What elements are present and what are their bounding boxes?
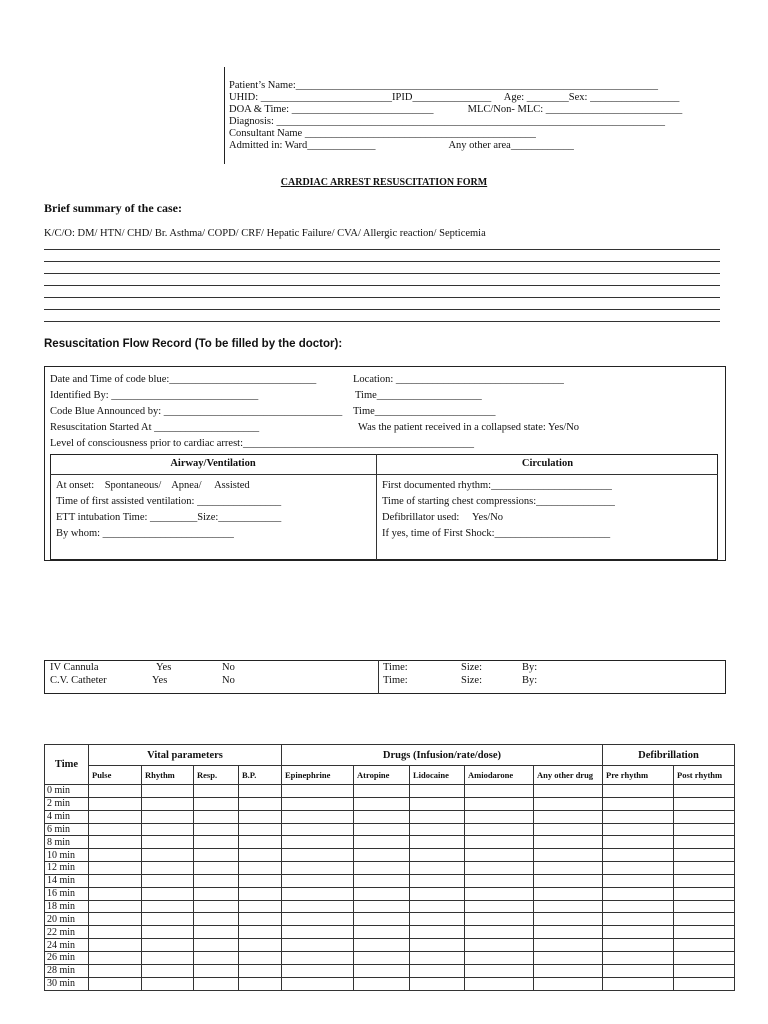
entry-cell[interactable] [674, 874, 735, 887]
entry-cell[interactable] [282, 823, 354, 836]
entry-cell[interactable] [354, 823, 410, 836]
collapsed-state-field[interactable]: Was the patient received in a collapsed state: Yes/No [358, 422, 580, 433]
time-cell: 8 min [45, 836, 89, 849]
consciousness-field[interactable]: Level of consciousness prior to cardiac arrest:____________________________________________ [50, 438, 475, 449]
time-cell: 10 min [45, 849, 89, 862]
entry-cell[interactable] [603, 900, 674, 913]
time-cell: 28 min [45, 964, 89, 977]
entry-cell[interactable] [282, 797, 354, 810]
entry-cell[interactable] [282, 785, 354, 798]
code-blue-datetime[interactable]: Date and Time of code blue:____________________________ [50, 374, 317, 385]
entry-cell[interactable] [194, 900, 239, 913]
entry-cell[interactable] [89, 810, 142, 823]
entry-cell[interactable] [282, 862, 354, 875]
entry-cell[interactable] [142, 785, 194, 798]
entry-cell[interactable] [534, 874, 603, 887]
time-cell: 2 min [45, 797, 89, 810]
entry-cell[interactable] [354, 977, 410, 990]
table-row [45, 797, 735, 810]
entry-cell[interactable] [142, 874, 194, 887]
time-cell: 18 min [45, 900, 89, 913]
table-row [45, 939, 735, 952]
entry-cell[interactable] [465, 785, 534, 798]
entry-cell[interactable] [282, 964, 354, 977]
entry-cell[interactable] [89, 926, 142, 939]
entry-cell[interactable] [410, 900, 465, 913]
entry-cell[interactable] [89, 977, 142, 990]
entry-cell[interactable] [282, 926, 354, 939]
column-header-b-p: B.P. [239, 766, 282, 785]
entry-cell[interactable] [465, 887, 534, 900]
entry-cell[interactable] [603, 849, 674, 862]
entry-cell[interactable] [89, 785, 142, 798]
iv-size-label[interactable]: Size: [461, 662, 482, 673]
entry-cell[interactable] [674, 823, 735, 836]
entry-cell[interactable] [674, 939, 735, 952]
entry-cell[interactable] [89, 874, 142, 887]
identified-time-field[interactable]: Time____________________ [355, 390, 482, 401]
column-header-rhythm: Rhythm [142, 766, 194, 785]
entry-cell[interactable] [534, 887, 603, 900]
column-divider [376, 454, 377, 560]
column-header-amiodarone: Amiodarone [465, 766, 534, 785]
entry-cell[interactable] [465, 951, 534, 964]
entry-cell[interactable] [674, 964, 735, 977]
entry-cell[interactable] [465, 810, 534, 823]
cv-catheter-label: C.V. Catheter [50, 675, 107, 686]
defibrillator-used-field[interactable]: Defibrillator used: Yes/No [382, 512, 504, 523]
chest-compressions-field[interactable]: Time of starting chest compressions:_______________ [382, 496, 615, 507]
entry-cell[interactable] [674, 951, 735, 964]
entry-cell[interactable] [282, 913, 354, 926]
iv-by-label[interactable]: By: [522, 662, 538, 673]
entry-cell[interactable] [194, 964, 239, 977]
table-row [45, 913, 735, 926]
entry-cell[interactable] [534, 810, 603, 823]
flow-heading: Resuscitation Flow Record (To be filled by the doctor): [44, 338, 343, 350]
entry-cell[interactable] [142, 810, 194, 823]
entry-cell[interactable] [603, 887, 674, 900]
cv-by-label[interactable]: By: [522, 675, 538, 686]
time-cell: 6 min [45, 823, 89, 836]
entry-cell[interactable] [534, 939, 603, 952]
entry-cell[interactable] [603, 939, 674, 952]
time-cell: 20 min [45, 913, 89, 926]
entry-cell[interactable] [354, 862, 410, 875]
entry-cell[interactable] [674, 887, 735, 900]
entry-cell[interactable] [194, 849, 239, 862]
time-cell: 0 min [45, 785, 89, 798]
entry-cell[interactable] [410, 977, 465, 990]
entry-cell[interactable] [410, 926, 465, 939]
entry-cell[interactable] [239, 862, 282, 875]
resuscitation-started-field[interactable]: Resuscitation Started At ____________________ [50, 422, 260, 433]
announced-by-field[interactable]: Code Blue Announced by: __________________________________ [50, 406, 343, 417]
summary-heading: Brief summary of the case: [44, 201, 182, 215]
entry-cell[interactable] [534, 849, 603, 862]
entry-cell[interactable] [674, 797, 735, 810]
entry-cell[interactable] [142, 823, 194, 836]
entry-cell[interactable] [282, 887, 354, 900]
entry-cell[interactable] [89, 964, 142, 977]
entry-cell[interactable] [354, 836, 410, 849]
table-row [45, 862, 735, 875]
table-row [45, 810, 735, 823]
entry-cell[interactable] [89, 862, 142, 875]
summary-line-7[interactable] [44, 321, 720, 322]
entry-cell[interactable] [142, 900, 194, 913]
entry-cell[interactable] [89, 939, 142, 952]
column-header-post-rhythm: Post rhythm [674, 766, 735, 785]
column-header-any-other-drug: Any other drug [534, 766, 603, 785]
header-divider [224, 67, 225, 164]
entry-cell[interactable] [239, 977, 282, 990]
table-row [45, 926, 735, 939]
entry-cell[interactable] [239, 797, 282, 810]
entry-cell[interactable] [194, 887, 239, 900]
drugs-header: Drugs (Infusion/rate/dose) [282, 745, 603, 766]
entry-cell[interactable] [89, 849, 142, 862]
entry-cell[interactable] [354, 810, 410, 823]
entry-cell[interactable] [603, 977, 674, 990]
entry-cell[interactable] [534, 823, 603, 836]
entry-cell[interactable] [354, 926, 410, 939]
column-header-pre-rhythm: Pre rhythm [603, 766, 674, 785]
time-cell: 4 min [45, 810, 89, 823]
airway-title: Airway/Ventilation [170, 458, 256, 469]
entry-cell[interactable] [194, 862, 239, 875]
entry-cell[interactable] [194, 823, 239, 836]
consultant-field[interactable]: Consultant Name ____________________________________________ [229, 128, 536, 139]
iv-no-option[interactable]: No [222, 662, 235, 673]
by-whom-field[interactable]: By whom: _________________________ [56, 528, 234, 539]
table-row [45, 887, 735, 900]
circulation-title: Circulation [521, 458, 574, 469]
form-title: CARDIAC ARREST RESUSCITATION FORM [280, 177, 488, 188]
entry-cell[interactable] [142, 926, 194, 939]
entry-cell[interactable] [603, 913, 674, 926]
location-field[interactable]: Location: ________________________________ [353, 374, 564, 385]
entry-cell[interactable] [239, 964, 282, 977]
entry-cell[interactable] [194, 951, 239, 964]
entry-cell[interactable] [89, 797, 142, 810]
iv-yes-option[interactable]: Yes [156, 662, 172, 673]
entry-cell[interactable] [354, 887, 410, 900]
entry-cell[interactable] [239, 939, 282, 952]
vital-parameters-header: Vital parameters [89, 745, 282, 766]
table-row [45, 900, 735, 913]
entry-cell[interactable] [194, 785, 239, 798]
entry-cell[interactable] [354, 797, 410, 810]
column-header-pulse: Pulse [89, 766, 142, 785]
entry-cell[interactable] [465, 977, 534, 990]
entry-cell[interactable] [410, 913, 465, 926]
entry-cell[interactable] [534, 913, 603, 926]
entry-cell[interactable] [239, 913, 282, 926]
entry-cell[interactable] [239, 785, 282, 798]
entry-cell[interactable] [194, 874, 239, 887]
cv-yes-option[interactable]: Yes [152, 675, 168, 686]
entry-cell[interactable] [534, 951, 603, 964]
entry-cell[interactable] [410, 874, 465, 887]
entry-cell[interactable] [142, 836, 194, 849]
entry-cell[interactable] [603, 964, 674, 977]
entry-cell[interactable] [410, 797, 465, 810]
entry-cell[interactable] [142, 939, 194, 952]
entry-cell[interactable] [282, 951, 354, 964]
entry-cell[interactable] [194, 977, 239, 990]
summary-line-1[interactable] [44, 249, 720, 250]
entry-cell[interactable] [603, 810, 674, 823]
column-header-lidocaine: Lidocaine [410, 766, 465, 785]
entry-cell[interactable] [674, 810, 735, 823]
iv-cannula-label: IV Cannula [50, 662, 99, 673]
entry-cell[interactable] [354, 951, 410, 964]
entry-cell[interactable] [282, 900, 354, 913]
entry-cell[interactable] [465, 797, 534, 810]
entry-cell[interactable] [410, 785, 465, 798]
entry-cell[interactable] [282, 836, 354, 849]
entry-cell[interactable] [239, 926, 282, 939]
entry-cell[interactable] [239, 874, 282, 887]
entry-cell[interactable] [142, 913, 194, 926]
summary-line-4[interactable] [44, 285, 720, 286]
uhid-field[interactable]: UHID: _________________________IPID_______________ Age: ________Sex: _________________ [229, 92, 680, 103]
entry-cell[interactable] [534, 926, 603, 939]
entry-cell[interactable] [194, 797, 239, 810]
time-cell: 24 min [45, 939, 89, 952]
entry-cell[interactable] [465, 849, 534, 862]
entry-cell[interactable] [410, 951, 465, 964]
time-cell: 12 min [45, 862, 89, 875]
time-cell: 30 min [45, 977, 89, 990]
entry-cell[interactable] [239, 951, 282, 964]
entry-cell[interactable] [410, 862, 465, 875]
entry-cell[interactable] [465, 926, 534, 939]
entry-cell[interactable] [603, 874, 674, 887]
entry-cell[interactable] [674, 977, 735, 990]
entry-cell[interactable] [354, 913, 410, 926]
time-cell: 26 min [45, 951, 89, 964]
cv-time-label[interactable]: Time: [383, 675, 408, 686]
entry-cell[interactable] [354, 785, 410, 798]
table-row [45, 874, 735, 887]
entry-cell[interactable] [239, 810, 282, 823]
header-underline [50, 474, 718, 475]
access-divider [378, 660, 379, 694]
entry-cell[interactable] [674, 926, 735, 939]
entry-cell[interactable] [89, 900, 142, 913]
entry-cell[interactable] [465, 913, 534, 926]
entry-cell[interactable] [410, 964, 465, 977]
table-row [45, 823, 735, 836]
entry-cell[interactable] [674, 836, 735, 849]
entry-cell[interactable] [142, 849, 194, 862]
entry-cell[interactable] [142, 951, 194, 964]
table-row [45, 849, 735, 862]
entry-cell[interactable] [89, 836, 142, 849]
entry-cell[interactable] [534, 964, 603, 977]
defibrillation-header: Defibrillation [603, 745, 735, 766]
entry-cell[interactable] [603, 836, 674, 849]
entry-cell[interactable] [194, 810, 239, 823]
entry-cell[interactable] [282, 977, 354, 990]
entry-cell[interactable] [674, 849, 735, 862]
entry-cell[interactable] [674, 900, 735, 913]
table-row [45, 951, 735, 964]
column-header-epinephrine: Epinephrine [282, 766, 354, 785]
entry-cell[interactable] [282, 810, 354, 823]
entry-cell[interactable] [603, 823, 674, 836]
entry-cell[interactable] [239, 836, 282, 849]
entry-cell[interactable] [410, 887, 465, 900]
first-ventilation-field[interactable]: Time of first assisted ventilation: ________________ [56, 496, 282, 507]
entry-cell[interactable] [142, 977, 194, 990]
entry-cell[interactable] [89, 887, 142, 900]
entry-cell[interactable] [674, 913, 735, 926]
identified-by-field[interactable]: Identified By: ____________________________ [50, 390, 259, 401]
cv-size-label[interactable]: Size: [461, 675, 482, 686]
entry-cell[interactable] [410, 836, 465, 849]
entry-cell[interactable] [465, 823, 534, 836]
entry-cell[interactable] [410, 810, 465, 823]
time-cell: 14 min [45, 874, 89, 887]
entry-cell[interactable] [354, 849, 410, 862]
time-cell: 16 min [45, 887, 89, 900]
entry-cell[interactable] [465, 939, 534, 952]
table-row [45, 836, 735, 849]
entry-cell[interactable] [194, 939, 239, 952]
entry-cell[interactable] [465, 862, 534, 875]
time-cell: 22 min [45, 926, 89, 939]
entry-cell[interactable] [354, 874, 410, 887]
column-header-resp: Resp. [194, 766, 239, 785]
summary-line-5[interactable] [44, 297, 720, 298]
column-header-atropine: Atropine [354, 766, 410, 785]
entry-cell[interactable] [354, 964, 410, 977]
first-shock-field[interactable]: If yes, time of First Shock:______________________ [382, 528, 611, 539]
first-rhythm-field[interactable]: First documented rhythm:_______________________ [382, 480, 612, 491]
entry-cell[interactable] [194, 913, 239, 926]
patient-name-field[interactable]: Patient’s Name:_____________________________________________________________________ [229, 80, 659, 91]
diagnosis-field[interactable]: Diagnosis: __________________________________________________________________________ [229, 116, 666, 127]
ett-intubation-field[interactable]: ETT intubation Time: _________Size:____________ [56, 512, 282, 523]
entry-cell[interactable] [410, 849, 465, 862]
announced-time-field[interactable]: Time_______________________ [353, 406, 496, 417]
entry-cell[interactable] [465, 900, 534, 913]
onset-field[interactable]: At onset: Spontaneous/ Apnea/ Assisted [56, 480, 250, 491]
entry-cell[interactable] [89, 823, 142, 836]
entry-cell[interactable] [465, 874, 534, 887]
summary-line-3[interactable] [44, 273, 720, 274]
time-header: Time [45, 745, 89, 785]
entry-cell[interactable] [410, 939, 465, 952]
entry-cell[interactable] [89, 913, 142, 926]
entry-cell[interactable] [142, 797, 194, 810]
entry-cell[interactable] [282, 939, 354, 952]
entry-cell[interactable] [194, 836, 239, 849]
entry-cell[interactable] [89, 951, 142, 964]
entry-cell[interactable] [239, 900, 282, 913]
summary-line-2[interactable] [44, 261, 720, 262]
entry-cell[interactable] [239, 849, 282, 862]
entry-cell[interactable] [142, 862, 194, 875]
entry-cell[interactable] [465, 836, 534, 849]
entry-cell[interactable] [534, 900, 603, 913]
iv-time-label[interactable]: Time: [383, 662, 408, 673]
entry-cell[interactable] [534, 836, 603, 849]
entry-cell[interactable] [142, 887, 194, 900]
admitted-field[interactable]: Admitted in: Ward_____________ Any other area____________ [229, 140, 574, 151]
entry-cell[interactable] [239, 887, 282, 900]
entry-cell[interactable] [354, 900, 410, 913]
doa-field[interactable]: DOA & Time: ___________________________ MLC/Non- MLC: __________________________ [229, 104, 683, 115]
entry-cell[interactable] [603, 797, 674, 810]
table-row [45, 964, 735, 977]
entry-cell[interactable] [194, 926, 239, 939]
entry-cell[interactable] [282, 849, 354, 862]
cv-no-option[interactable]: No [222, 675, 235, 686]
entry-cell[interactable] [534, 785, 603, 798]
summary-line-6[interactable] [44, 309, 720, 310]
entry-cell[interactable] [282, 874, 354, 887]
entry-cell[interactable] [674, 862, 735, 875]
entry-cell[interactable] [603, 862, 674, 875]
kco-line: K/C/O: DM/ HTN/ CHD/ Br. Asthma/ COPD/ CRF/ Hepatic Failure/ CVA/ Allergic reaction/ Septicemia [44, 228, 486, 239]
table-row [45, 785, 735, 798]
entry-cell[interactable] [534, 977, 603, 990]
entry-cell[interactable] [239, 823, 282, 836]
entry-cell[interactable] [603, 785, 674, 798]
entry-cell[interactable] [603, 951, 674, 964]
entry-cell[interactable] [410, 823, 465, 836]
table-row [45, 977, 735, 990]
entry-cell[interactable] [465, 964, 534, 977]
entry-cell[interactable] [674, 785, 735, 798]
entry-cell[interactable] [534, 797, 603, 810]
entry-cell[interactable] [603, 926, 674, 939]
entry-cell[interactable] [354, 939, 410, 952]
vitals-drugs-table [44, 744, 735, 991]
entry-cell[interactable] [534, 862, 603, 875]
entry-cell[interactable] [142, 964, 194, 977]
